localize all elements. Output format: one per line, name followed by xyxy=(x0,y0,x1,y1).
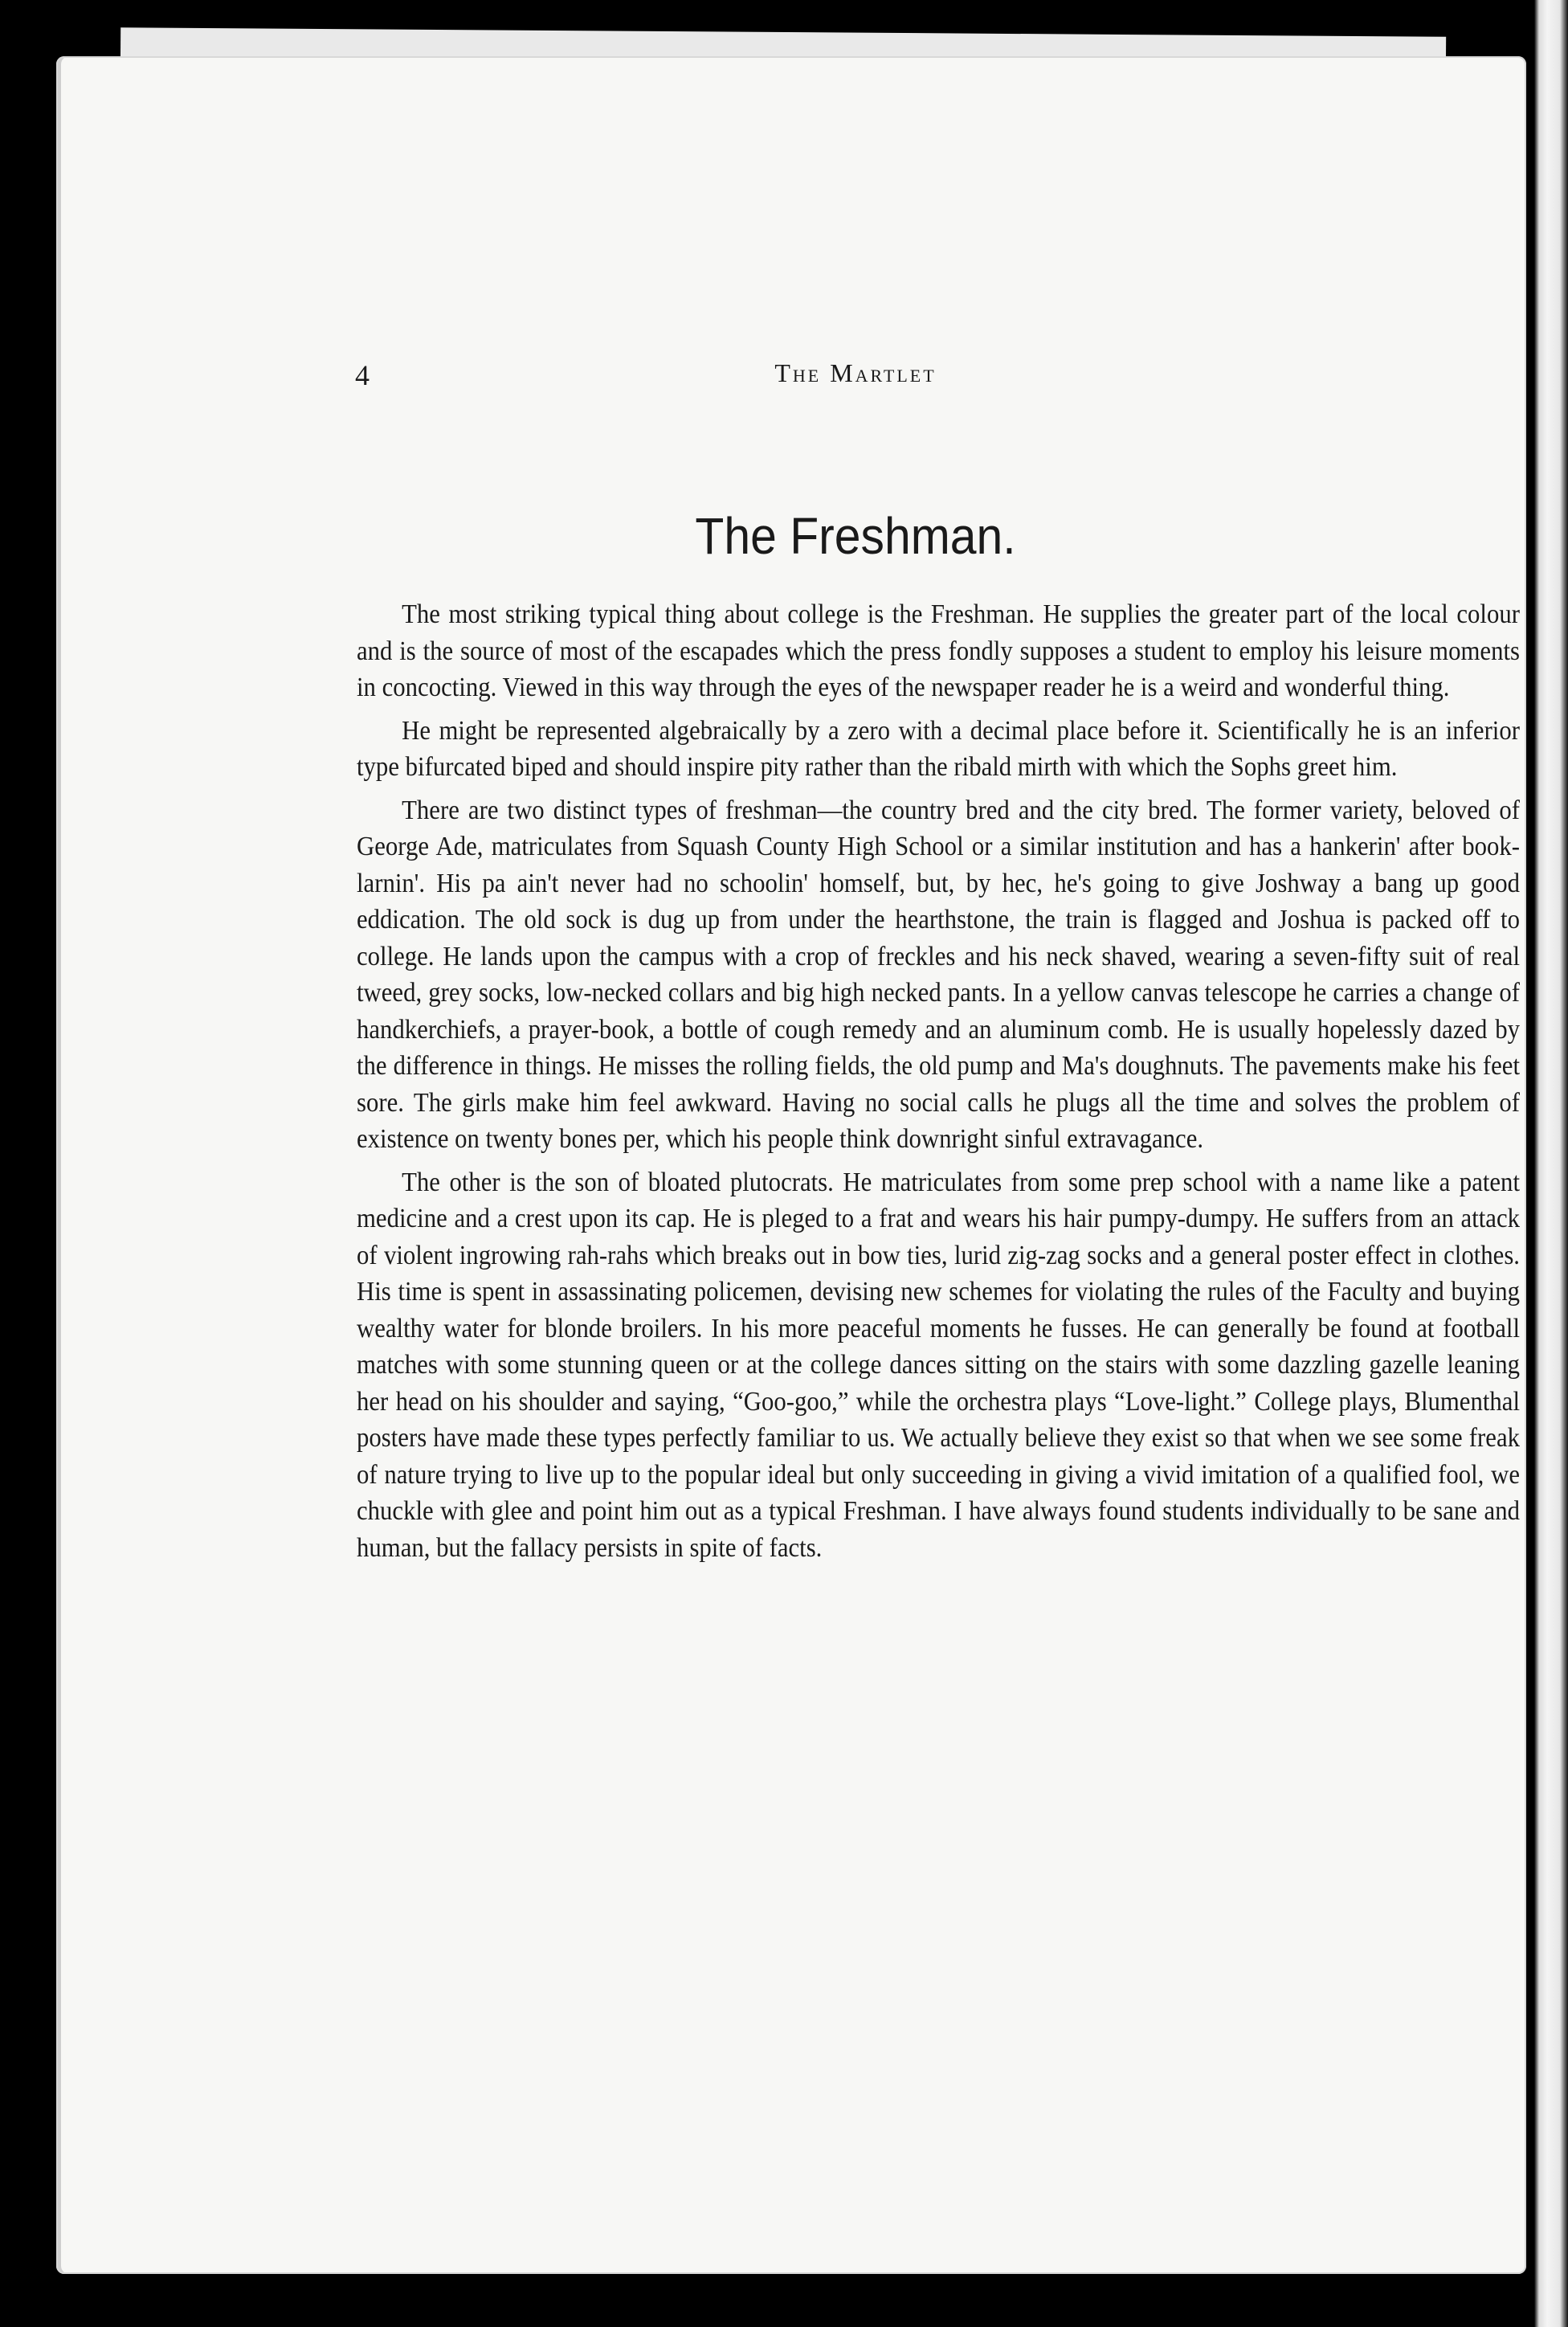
paragraph-4: The other is the son of bloated plutocrats. He matriculates from some prep school with a name like a patent medicine and a crest upon its cap. He is pleged to a frat and wears his hair pumpy-dumpy. He suffers from an attack of violent ingrowing rah-rahs which breaks out in bow ties, lurid zig-zag socks and a general poster effect in clothes. His time is spent in assassinating policemen, devising new schemes for violating the rules of the Faculty and buying wealthy water for blonde broilers. In his more peaceful moments he fusses. He can generally be found at football matches with some stunning queen or at the college dances sitting on the stairs with some dazzling gazelle leaning her head on his shoulder and saying, “Goo-goo,” while the orchestra plays “Love-light.” College plays, Blumenthal posters have made these types perfectly familiar to us. We actually believe they exist so that when we see some freak of nature trying to live up to the popular ideal but only succeeding in giving a vivid imitation of a qualified fool, we chuckle with glee and point him out as a typical Freshman. I have always found students individually to be sane and human, but the fallacy persists in spite of facts. xyxy=(357,1167,1520,1563)
journal-title: The Martlet xyxy=(774,358,937,387)
scanned-page xyxy=(56,56,1526,2274)
running-head xyxy=(289,358,1422,407)
paragraph-2: He might be represented algebraically by a zero with a decimal place before it. Scientifically he is an inferior type bifurcated biped and should inspire pity rather than the ribald mirth with which the Sophs greet him. xyxy=(357,715,1520,782)
article-body xyxy=(357,596,1520,1566)
paragraph-1: The most striking typical thing about college is the Freshman. He supplies the greater part of the local colour and is the source of most of the escapades which the press fondly supposes a student to employ his leisure moments in concocting. Viewed in this way through the eyes of the newspaper reader he is a weird and wonderful thing. xyxy=(357,599,1520,702)
paragraph-3: There are two distinct types of freshman—the country bred and the city bred. The former variety, beloved of George Ade, matriculates from Squash County High School or a similar institution and has a hankerin' after book-larnin'. His pa ain't never had no schoolin' homself, but, by hec, he's going to give Joshway a bang up good eddication. The old sock is dug up from under the hearthstone, the train is flagged and Joshua is packed off to college. He lands upon the campus with a crop of freckles and his neck shaved, wearing a seven-fifty suit of real tweed, grey socks, low-necked collars and big high necked pants. In a yellow canvas telescope he carries a change of handkerchiefs, a prayer-book, a bottle of cough remedy and an aluminum comb. He is usually hopelessly dazed by the difference in things. He misses the rolling fields, the old pump and Ma's doughnuts. The pavements make his feet sore. The girls make him feel awkward. Having no social calls he plugs all the time and solves the problem of existence on twenty bones per, which his people think downright sinful extravagance. xyxy=(357,795,1520,1154)
page-number: 4 xyxy=(355,359,370,391)
article-title: The Freshman. xyxy=(695,507,1016,565)
